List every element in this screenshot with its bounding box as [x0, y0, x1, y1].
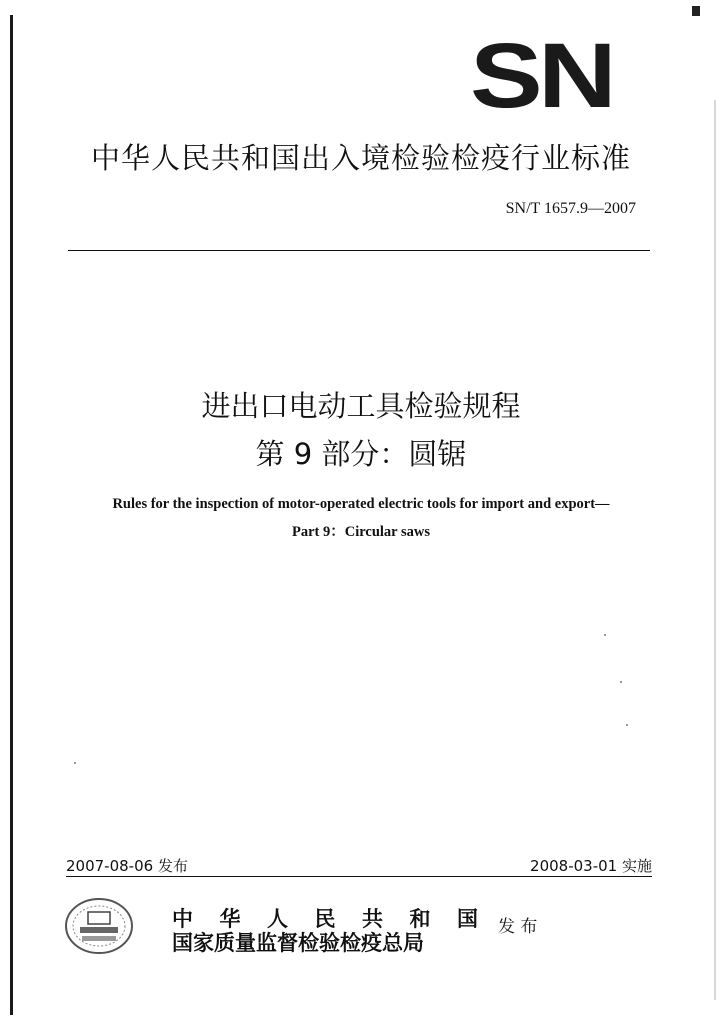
- scan-speck: [620, 681, 622, 683]
- scan-right-shadow: [714, 100, 716, 1000]
- issuing-authority-header: 中华人民共和国出入境检验检疫行业标准: [90, 141, 631, 175]
- subtitle-chinese: 第 9 部分：圆锯: [255, 437, 467, 471]
- issuer-char: 国: [457, 906, 478, 931]
- scan-speck: [604, 634, 606, 636]
- scan-speck: [626, 724, 628, 726]
- issue-date: 2007-08-06 发布: [66, 857, 188, 875]
- implementation-date: 2008-03-01 实施: [530, 857, 652, 875]
- header-divider: [68, 250, 650, 251]
- svg-text:SN: SN: [470, 40, 612, 112]
- sn-logo: [470, 40, 612, 112]
- issuer-agency: 国家质量监督检验检疫总局: [172, 930, 424, 955]
- title-english: Rules for the inspection of motor-operated electric tools for import and export—: [112, 496, 610, 512]
- scan-speck: [74, 762, 76, 764]
- subtitle-english: Part 9：Circular saws: [291, 524, 430, 540]
- standard-number: SN/T 1657.9—2007: [505, 200, 636, 217]
- issuer-char: 民: [314, 906, 336, 931]
- footer-divider: [66, 876, 652, 877]
- scan-corner-mark: [692, 6, 700, 16]
- title-chinese: 进出口电动工具检验规程: [201, 389, 521, 423]
- issue-label: 发 布: [498, 917, 538, 937]
- official-seal-stamp: [62, 895, 136, 957]
- issuer-char: 人: [267, 906, 288, 931]
- issuer-char: 和: [409, 906, 431, 931]
- issuer-char: 中: [172, 906, 193, 931]
- issuer-char: 华: [219, 906, 241, 931]
- issuer-char: 共: [362, 906, 383, 931]
